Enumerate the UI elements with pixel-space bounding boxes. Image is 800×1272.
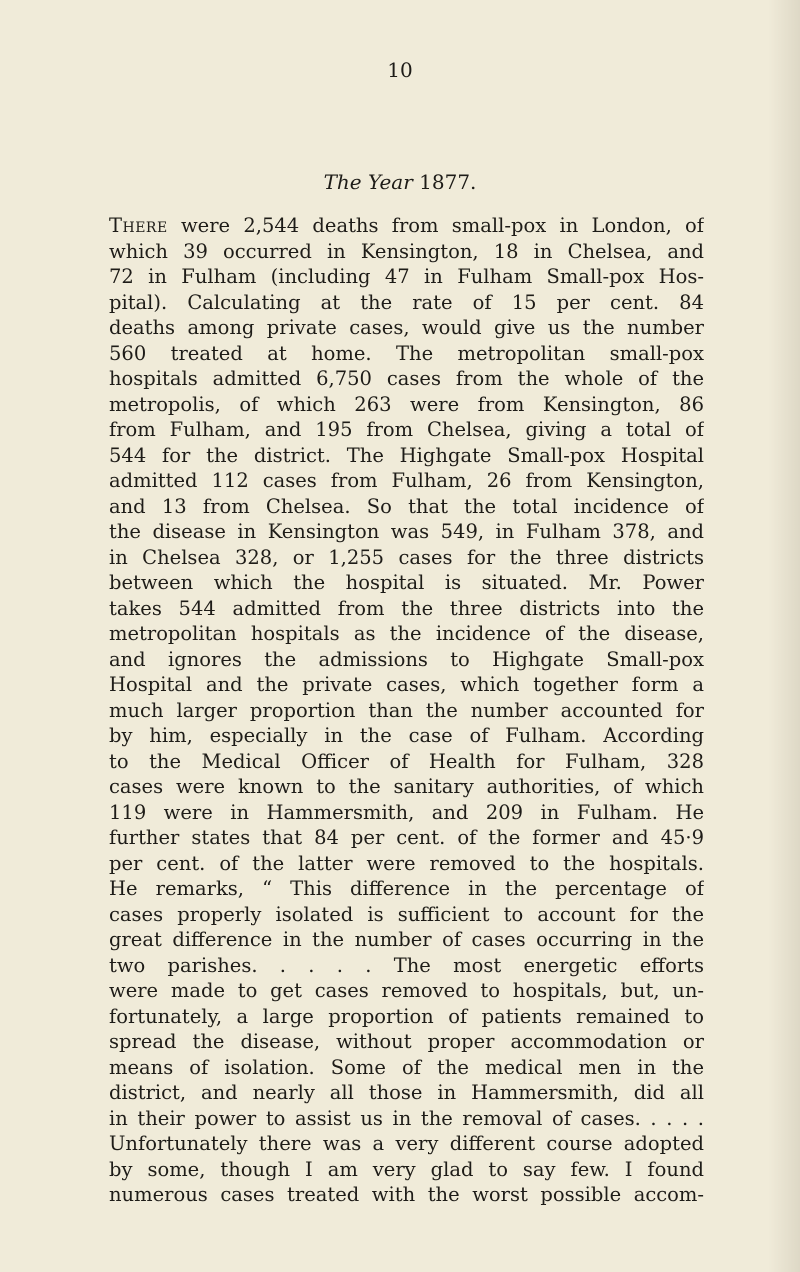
text-line: metropolitan hospitals as the incidence of the disease, <box>109 622 704 645</box>
text-line-first <box>109 213 704 239</box>
text-line: means of isolation. Some of the medical men in the <box>109 1055 704 1079</box>
text-line: much larger proportion than the number accounted for <box>109 698 704 722</box>
text-line: district, and nearly all those in Hammersmith, did all <box>109 1081 704 1104</box>
text-line: numerous cases treated with the worst possible accom- <box>109 1183 704 1206</box>
opening-word: There <box>109 214 168 237</box>
text-line: metropolis, of which 263 were from Kensington, 86 <box>109 392 704 416</box>
text-line: 119 were in Hammersmith, and 209 in Fulham. He <box>109 800 704 824</box>
text-line: Unfortunately there was a very different course adopted <box>109 1132 704 1155</box>
text-line: Hospital and the private cases, which together form a <box>109 673 704 696</box>
text-line: cases were known to the sanitary authorities, of which <box>109 775 704 798</box>
text-line: fortunately, a large proportion of patients remained to <box>109 1004 704 1028</box>
text-line: pital). Calculating at the rate of 15 per cent. 84 <box>109 290 704 314</box>
text-line: the disease in Kensington was 549, in Fulham 378, and <box>109 520 704 543</box>
text-line: great difference in the number of cases occurring in the <box>109 928 704 951</box>
text-line: deaths among private cases, would give us the number <box>109 316 704 339</box>
heading-title: The Year <box>323 170 413 194</box>
text-line: takes 544 admitted from the three districts into the <box>109 596 704 620</box>
text-line: two parishes. . . . . The most energetic efforts <box>109 953 704 977</box>
text-line: in their power to assist us in the removal of cases. . . . . <box>109 1106 704 1130</box>
body-text <box>109 213 704 1208</box>
text-line: 560 treated at home. The metropolitan small-pox <box>109 341 704 365</box>
text-line: cases properly isolated is sufficient to account for the <box>109 902 704 926</box>
text-line: in Chelsea 328, or 1,255 cases for the three districts <box>109 545 704 569</box>
text-line: spread the disease, without proper accommodation or <box>109 1030 704 1053</box>
text-line: and 13 from Chelsea. So that the total incidence of <box>109 494 704 518</box>
text-line: 544 for the district. The Highgate Small-pox Hospital <box>109 443 704 467</box>
text-line: between which the hospital is situated. Mr. Power <box>109 571 704 594</box>
text-line: and ignores the admissions to Highgate Small-pox <box>109 647 704 671</box>
text-line: were made to get cases removed to hospitals, but, un- <box>109 979 704 1002</box>
page-number: 10 <box>387 58 413 82</box>
text-line: by some, though I am very glad to say few. I found <box>109 1157 704 1181</box>
first-line-rest: were 2,544 deaths from small-pox in London, of <box>167 214 704 237</box>
text-line: by him, especially in the case of Fulham. According <box>109 724 704 747</box>
text-line: 72 in Fulham (including 47 in Fulham Small-pox Hos- <box>109 265 704 288</box>
text-line: per cent. of the latter were removed to the hospitals. <box>109 851 704 875</box>
heading-year: 1877. <box>419 170 477 194</box>
text-line: which 39 occurred in Kensington, 18 in Chelsea, and <box>109 239 704 263</box>
text-line: He remarks, “ This difference in the percentage of <box>109 877 704 900</box>
text-line: hospitals admitted 6,750 cases from the whole of the <box>109 367 704 390</box>
text-line: to the Medical Officer of Health for Fulham, 328 <box>109 749 704 773</box>
text-line: admitted 112 cases from Fulham, 26 from Kensington, <box>109 469 704 492</box>
text-line: from Fulham, and 195 from Chelsea, giving a total of <box>109 418 704 441</box>
section-heading <box>0 170 800 194</box>
text-line: further states that 84 per cent. of the former and 45·9 <box>109 826 704 849</box>
